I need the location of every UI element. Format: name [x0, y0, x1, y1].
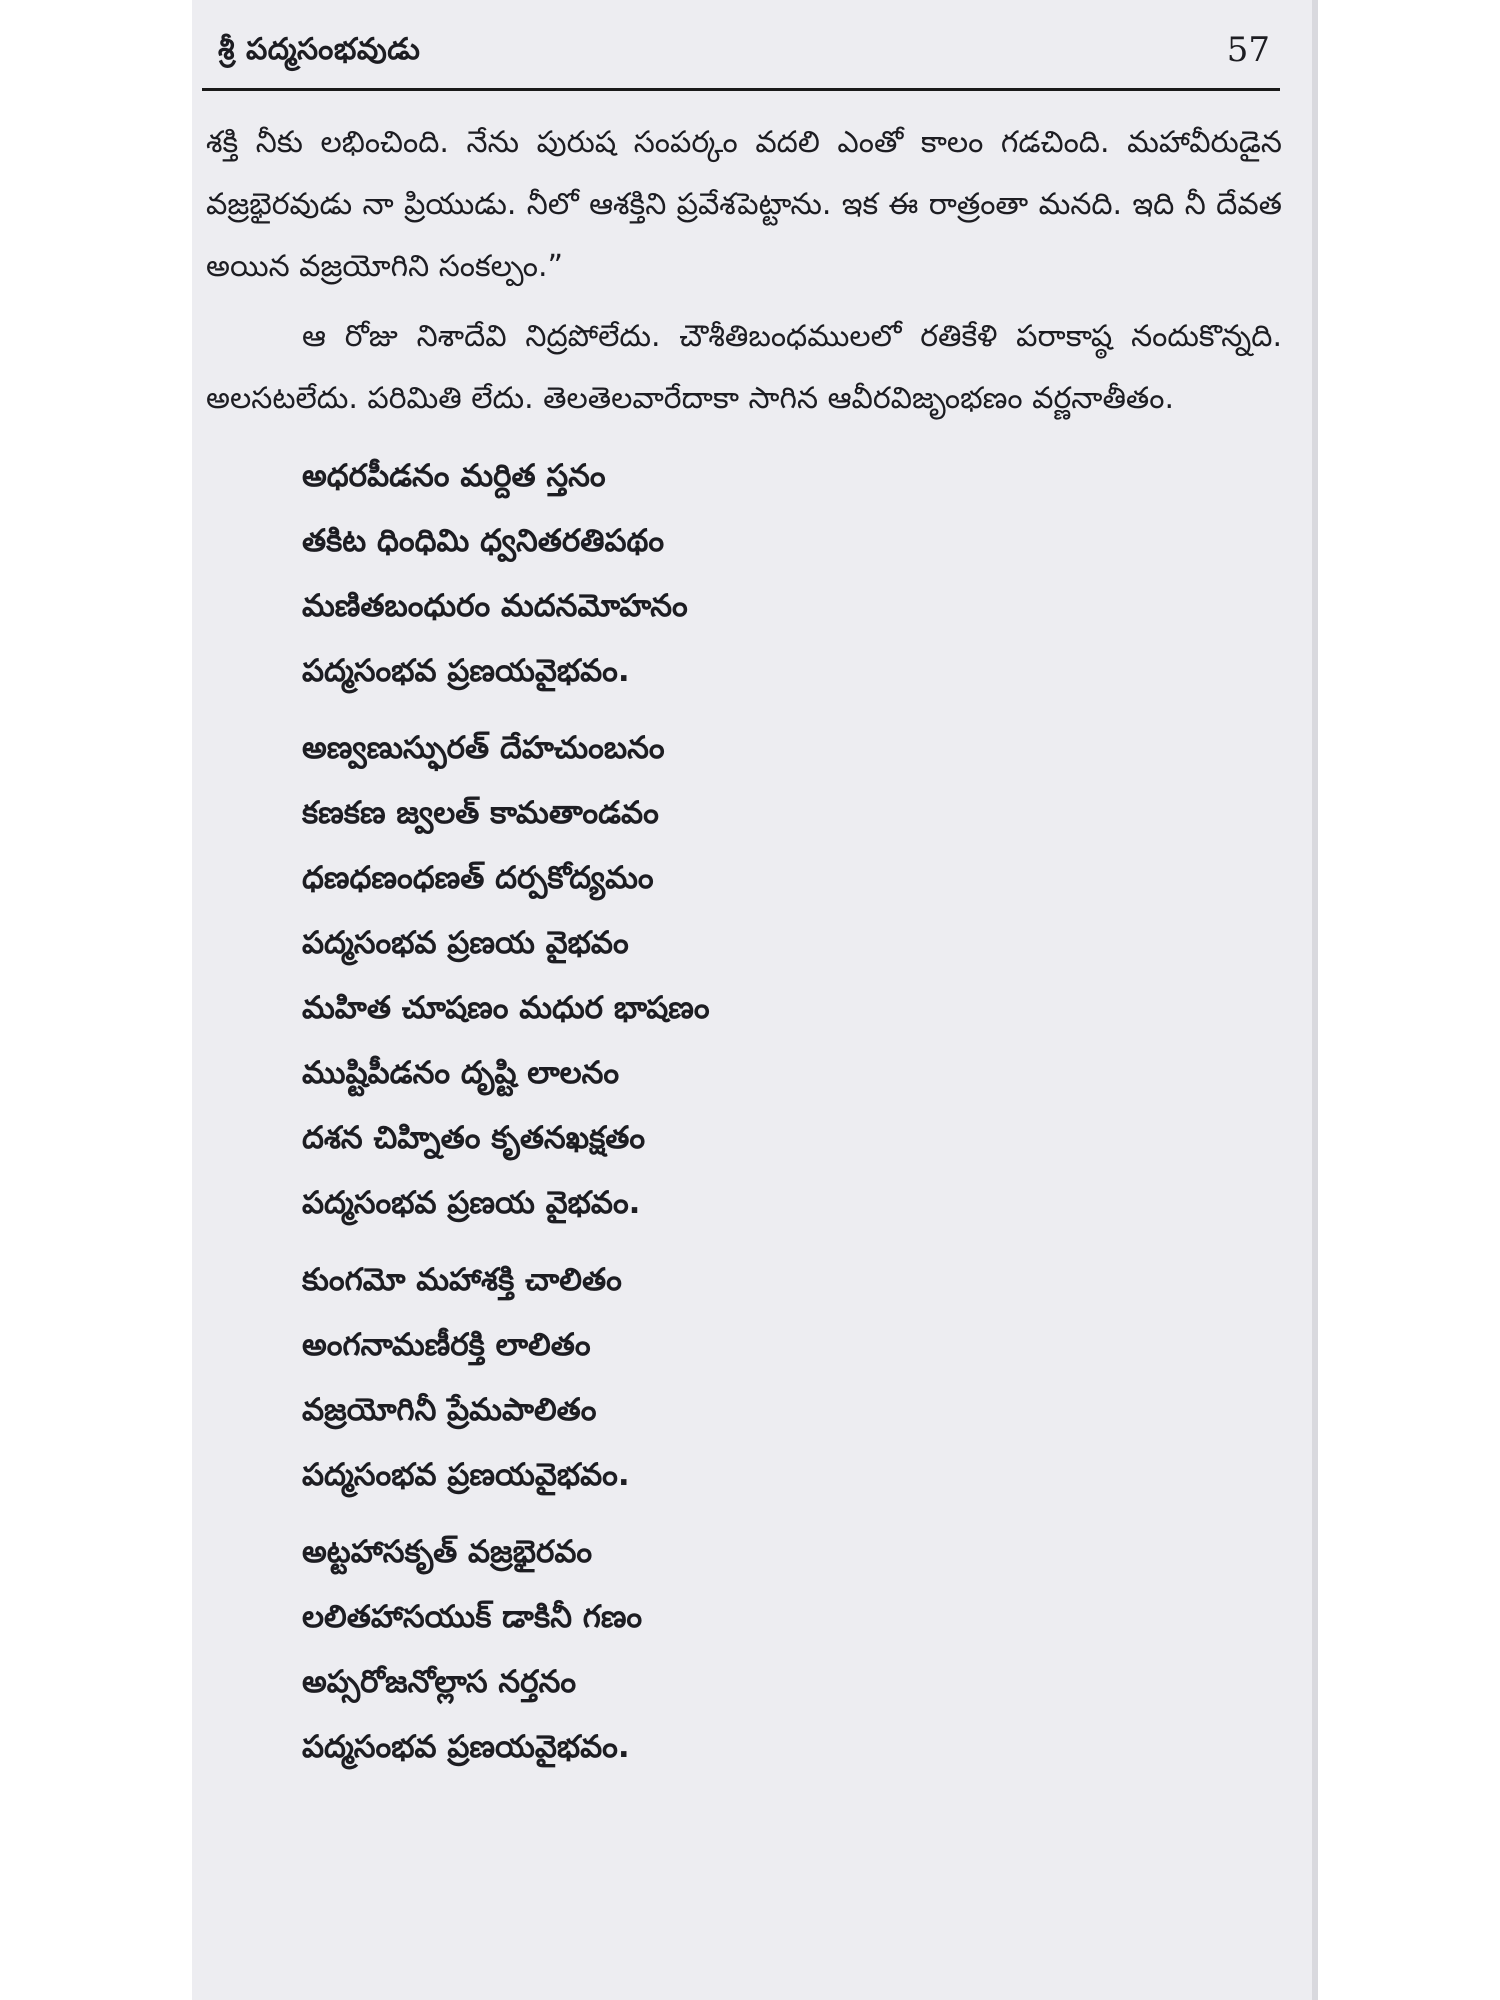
verse-line: కుంగమో మహాశక్తి చాలితం — [302, 1262, 622, 1298]
page-header — [206, 28, 1278, 80]
page-body — [206, 112, 1282, 1792]
page-number: 57 — [1226, 30, 1270, 70]
verse-block — [302, 444, 1282, 1780]
verse-line: ధణధణంధణత్ దర్పకోద్యమం — [302, 860, 654, 896]
paragraph-2: ఆ రోజు నిశాదేవి నిద్రపోలేదు. చౌశీతిబంధములలో రతికేళి పరాకాష్ఠ నందుకొన్నది. అలసటలేదు. పరిమితి లేదు. తెలతెలవారేదాకా సాగిన ఆవీరవిజృంభణం వర్ణనాతీతం. — [206, 319, 1282, 416]
header-rule — [202, 88, 1280, 91]
verse-line: పద్మసంభవ ప్రణయ వైభవం. — [302, 1185, 641, 1221]
verse-line: దశన చిహ్నితం కృతనఖక్షతం — [302, 1120, 646, 1156]
verse-line: మహిత చూషణం మధుర భాషణం — [302, 990, 710, 1026]
verse-line: అణ్వణుస్ఫురత్ దేహచుంబనం — [302, 730, 665, 766]
verse-line: ముష్టిపీడనం దృష్టి లాలనం — [302, 1055, 620, 1091]
stanza-1 — [302, 444, 1282, 704]
book-page — [192, 0, 1312, 2000]
verse-line: మణితబంధురం మదనమోహనం — [302, 588, 688, 624]
verse-line: పద్మసంభవ ప్రణయవైభవం. — [302, 1729, 630, 1765]
stanza-4 — [302, 1520, 1282, 1780]
verse-line: తకిట ధింధిమి ధ్వనితరతిపథం — [302, 523, 665, 559]
verse-line: అప్సరోజనోల్లాస నర్తనం — [302, 1664, 577, 1700]
verse-line: వజ్రయోగినీ ప్రేమపాలితం — [302, 1392, 597, 1428]
verse-line: పద్మసంభవ ప్రణయవైభవం. — [302, 653, 630, 689]
verse-line: అంగనామణీరక్తి లాలితం — [302, 1327, 591, 1363]
verse-line: పద్మసంభవ ప్రణయ వైభవం — [302, 925, 629, 961]
stanza-2 — [302, 716, 1282, 1236]
verse-line: అట్టహాసకృత్ వజ్రభైరవం — [302, 1534, 593, 1570]
verse-line: కణకణ జ్వలత్ కామతాండవం — [302, 795, 659, 831]
stanza-3 — [302, 1248, 1282, 1508]
running-title: శ్రీ పద్మసంభవుడు — [218, 32, 421, 67]
page-edge — [1312, 0, 1318, 2000]
verse-line: లలితహాసయుక్ డాకినీ గణం — [302, 1599, 643, 1635]
verse-line: పద్మసంభవ ప్రణయవైభవం. — [302, 1457, 630, 1493]
paragraph-1: శక్తి నీకు లభించింది. నేను పురుష సంపర్కం వదలి ఎంతో కాలం గడచింది. మహావీరుడైన వజ్రభైరవుడు నా ప్రియుడు. నీలో ఆశక్తిని ప్రవేశపెట్టాను. ఇక ఈ రాత్రంతా మనది. ఇది నీ దేవత అయిన వజ్రయోగిని సంకల్పం.” — [206, 125, 1282, 284]
verse-line: అధరపీడనం మర్దిత స్తనం — [302, 458, 606, 494]
